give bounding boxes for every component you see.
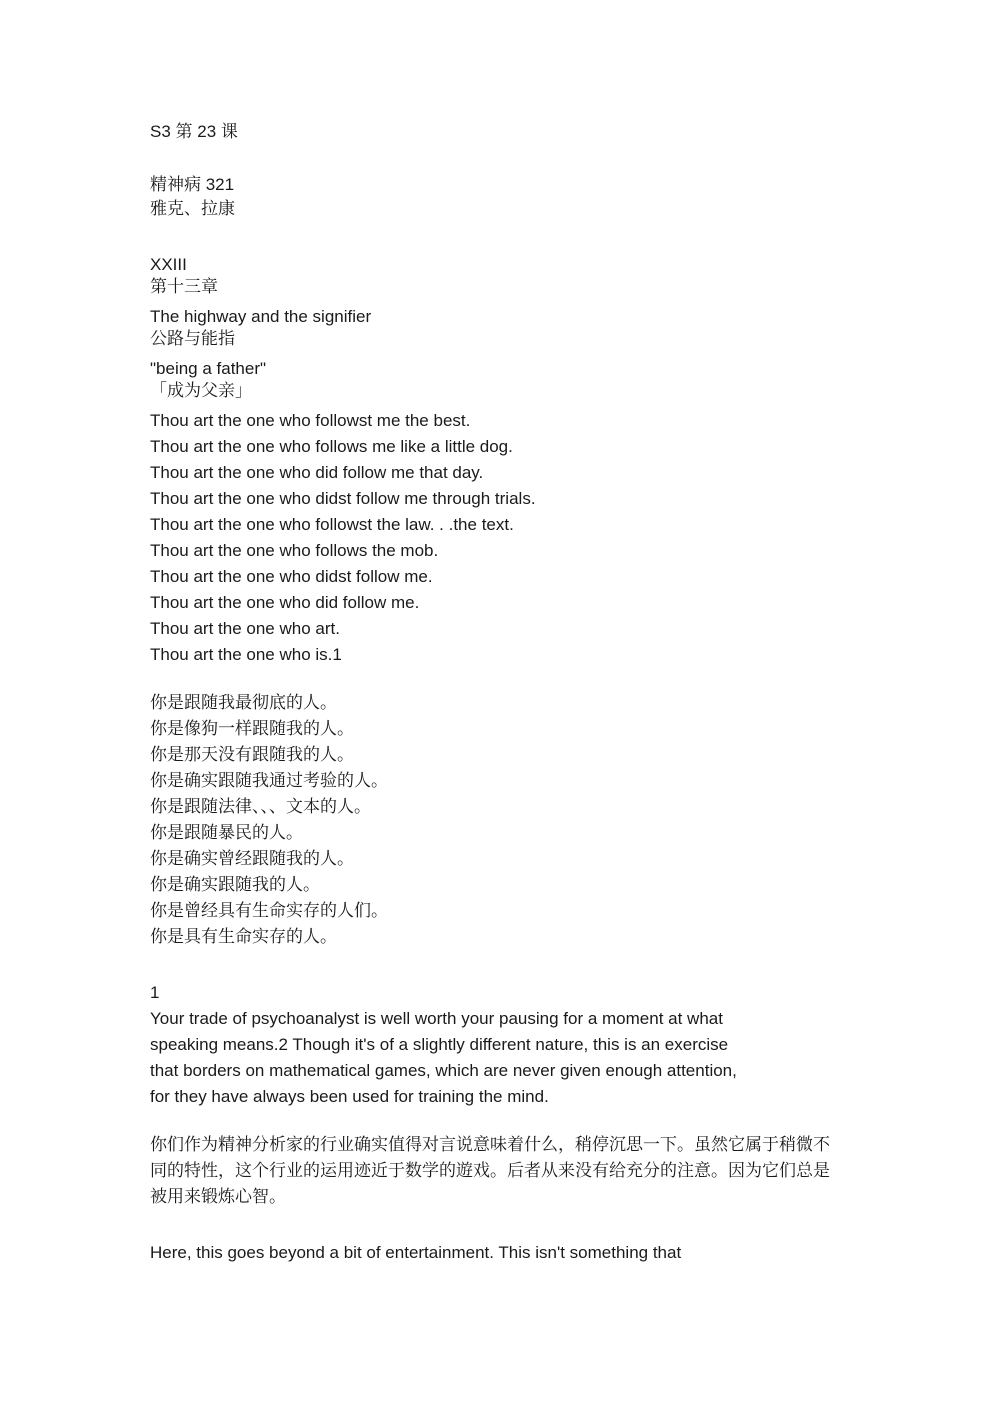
chapter-title-en: The highway and the signifier <box>150 307 372 326</box>
paragraph-line: 你们作为精神分析家的行业确实值得对言说意味着什么，稍停沉思一下。虽然它属于稍微不 <box>150 1135 830 1154</box>
book-author: 雅克、拉康 <box>150 199 235 218</box>
poem-zh-line: 你是确实跟随我的人。 <box>150 875 320 894</box>
lesson-heading: S3 第 23 课 <box>150 122 238 141</box>
poem-en-line: Thou art the one who follows the mob. <box>150 541 439 560</box>
poem-zh-line: 你是跟随法律、、、文本的人。 <box>150 797 371 816</box>
poem-zh-line: 你是像狗一样跟随我的人。 <box>150 719 354 738</box>
poem-en-line: Thou art the one who is.1 <box>150 645 342 664</box>
poem-en-line: Thou art the one who did follow me that day. <box>150 463 484 482</box>
section-number: 1 <box>150 983 160 1002</box>
poem-zh-line: 你是确实曾经跟随我的人。 <box>150 849 354 868</box>
chapter-title-zh: 第十三章 <box>150 277 218 296</box>
paragraph-line: speaking means.2 Though it's of a slightly different nature, this is an exercise <box>150 1035 729 1054</box>
poem-zh-line: 你是确实跟随我通过考验的人。 <box>150 771 388 790</box>
poem-zh-line: 你是跟随暴民的人。 <box>150 823 303 842</box>
poem-en-line: Thou art the one who followst me the best. <box>150 411 471 430</box>
poem-en-line: Thou art the one who didst follow me through trials. <box>150 489 536 508</box>
poem-en-line: Thou art the one who didst follow me. <box>150 567 433 586</box>
book-title: 精神病 321 <box>150 175 235 194</box>
poem-en-line: Thou art the one who follows me like a little dog. <box>150 437 513 456</box>
chapter-title-en-zh: 公路与能指 <box>150 329 235 348</box>
paragraph-line: 同的特性，这个行业的运用迹近于数学的遊戏。后者从来没有给充分的注意。因为它们总是 <box>150 1161 830 1180</box>
poem-zh-line: 你是曾经具有生命实存的人们。 <box>150 901 388 920</box>
poem-zh-line: 你是具有生命实存的人。 <box>150 927 337 946</box>
poem-zh-line: 你是那天没有跟随我的人。 <box>150 745 354 764</box>
paragraph-line: that borders on mathematical games, which are never given enough attention, <box>150 1061 737 1080</box>
chapter-subtitle-en: "being a father" <box>150 359 267 378</box>
chapter-roman: XXIII <box>150 255 187 274</box>
poem-zh-line: 你是跟随我最彻底的人。 <box>150 693 337 712</box>
poem-en-line: Thou art the one who did follow me. <box>150 593 420 612</box>
paragraph-line: Your trade of psychoanalyst is well worth your pausing for a moment at what <box>150 1009 723 1028</box>
poem-en-line: Thou art the one who art. <box>150 619 340 638</box>
paragraph-line: 被用来锻炼心智。 <box>150 1187 286 1206</box>
poem-en-line: Thou art the one who followst the law. . .the text. <box>150 515 514 534</box>
paragraph-line: for they have always been used for training the mind. <box>150 1087 549 1106</box>
chapter-subtitle-zh: 「成为父亲」 <box>150 381 252 400</box>
paragraph-line: Here, this goes beyond a bit of entertainment. This isn't something that <box>150 1243 682 1262</box>
